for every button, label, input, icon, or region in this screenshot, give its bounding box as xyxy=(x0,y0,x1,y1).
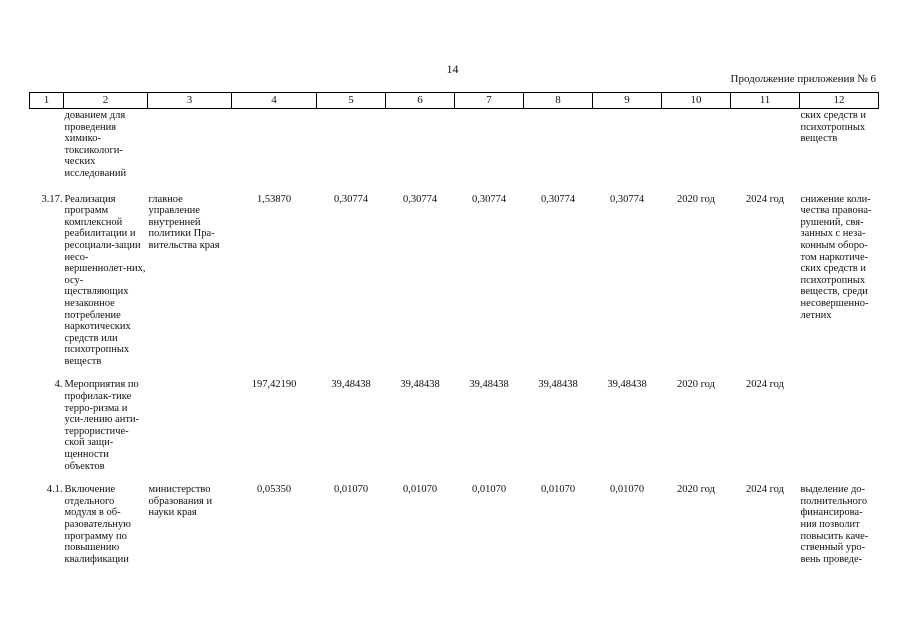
col-header-12: 12 xyxy=(800,93,879,109)
cell-num: 3.17. xyxy=(41,193,63,205)
cell-year-4: 0,30774 xyxy=(540,193,576,205)
page-number: 14 xyxy=(446,62,459,76)
cell-result xyxy=(800,377,879,482)
cell-executor: министерство образования и науки края xyxy=(148,484,213,519)
col-header-4: 4 xyxy=(232,93,317,109)
col-header-9: 9 xyxy=(593,93,662,109)
cell-year-1: 39,48438 xyxy=(331,379,371,391)
cell-end: 2024 год xyxy=(746,193,784,205)
cell-name: дованием для проведения химико-токсикологи-ческих исследований xyxy=(64,110,127,179)
col-header-5: 5 xyxy=(317,93,386,109)
cell-num: 4.1. xyxy=(46,484,63,496)
cell-result: выделение до-полнительного финансирова-ния позволит повысить каче-ственный уро-вень проведе- xyxy=(800,484,869,565)
cell-total: 0,05350 xyxy=(256,484,292,496)
cell-year-4: 0,01070 xyxy=(540,484,576,496)
cell-year-2: 39,48438 xyxy=(400,379,440,391)
col-header-2: 2 xyxy=(64,93,148,109)
cell-executor: главное управление внутренней политики Пра-вительства края xyxy=(148,193,220,251)
appendix-continuation-label: Продолжение приложения № 6 xyxy=(730,73,876,85)
cell-year-5: 0,30774 xyxy=(609,193,645,205)
col-header-7: 7 xyxy=(455,93,524,109)
cell-year-2: 0,30774 xyxy=(402,193,438,205)
cell-result: ских средств и психотропных веществ xyxy=(800,110,866,145)
table-row xyxy=(30,377,879,482)
cell-year-1: 0,01070 xyxy=(333,484,369,496)
cell-end: 2024 год xyxy=(746,379,784,391)
cell-result: снижение коли-чества правона-рушений, свя-занных с неза-конным оборо-том наркотиче-ских средств и психотропных веществ, среди несовершенно-летних xyxy=(800,193,872,321)
cell-executor xyxy=(148,109,232,192)
cell-start: 2020 год xyxy=(677,379,715,391)
cell-start: 2020 год xyxy=(677,193,715,205)
column-number-header xyxy=(30,93,879,109)
program-table xyxy=(29,92,879,565)
col-header-1: 1 xyxy=(30,93,64,109)
col-header-11: 11 xyxy=(731,93,800,109)
cell-start: 2020 год xyxy=(677,484,715,496)
cell-year-3: 0,30774 xyxy=(471,193,507,205)
cell-year-4: 39,48438 xyxy=(538,379,578,391)
continuation-row xyxy=(30,109,879,192)
table-row xyxy=(30,192,879,378)
cell-num xyxy=(30,109,64,192)
cell-end: 2024 год xyxy=(746,484,784,496)
cell-num: 4. xyxy=(54,379,63,391)
col-header-10: 10 xyxy=(662,93,731,109)
col-header-3: 3 xyxy=(148,93,232,109)
cell-year-1: 0,30774 xyxy=(333,193,369,205)
cell-name: Мероприятия по профилак-тике терро-ризма и уси-лению анти-террористиче-ской защи-щенности объектов xyxy=(64,379,140,472)
cell-year-3: 0,01070 xyxy=(471,484,507,496)
cell-year-3: 39,48438 xyxy=(469,379,509,391)
cell-year-2: 0,01070 xyxy=(402,484,438,496)
cell-total: 1,53870 xyxy=(256,193,292,205)
col-header-8: 8 xyxy=(524,93,593,109)
cell-year-5: 39,48438 xyxy=(607,379,647,391)
table-row xyxy=(30,482,879,565)
cell-year-5: 0,01070 xyxy=(609,484,645,496)
cell-name: Реализация программ комплексной реабилитации и ресоциали-зации несо-вершеннолет-них, осу-ществляющих незаконное потребление наркотических средств или психотропных веществ xyxy=(64,193,146,367)
cell-executor xyxy=(148,377,232,482)
cell-total: 197,42190 xyxy=(251,379,297,391)
cell-name: Включение отдельного модуля в об-разовательную программу по повышению квалификации xyxy=(64,484,131,565)
col-header-6: 6 xyxy=(386,93,455,109)
